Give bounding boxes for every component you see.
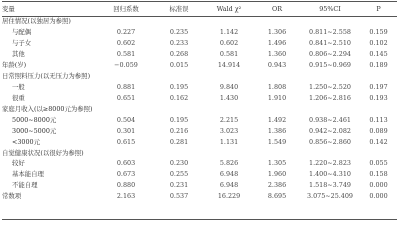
cell-std-error	[154, 104, 204, 115]
table-row	[2, 191, 397, 202]
cell-coefficient: 0.615	[116, 137, 136, 146]
cell-std-error	[154, 16, 204, 27]
cell-coefficient: 0.651	[116, 93, 136, 102]
cell-or: 1.305	[267, 159, 287, 168]
row-label: 自觉健康状况(以很好为参照)	[2, 148, 84, 157]
cell-std-error: 0.281	[169, 137, 189, 146]
cell-coefficient: 0.673	[116, 170, 136, 179]
cell-ci: 1.250~2.520	[309, 82, 351, 91]
regression-table	[2, 2, 397, 202]
row-label: 较好	[12, 159, 25, 168]
cell-coefficient: 0.880	[116, 181, 136, 190]
cell-std-error: 0.233	[169, 39, 189, 48]
cell-wald: 1.131	[219, 137, 239, 146]
cell-or	[254, 71, 300, 82]
cell-p: 0.000	[369, 192, 388, 201]
cell-wald: 9.840	[219, 82, 239, 91]
cell-coefficient	[98, 71, 154, 82]
cell-wald	[204, 71, 254, 82]
cell-wald: 16.229	[217, 192, 241, 201]
header-p: P	[376, 4, 381, 13]
bottom-rule	[2, 219, 397, 220]
cell-or: 1.492	[267, 115, 287, 124]
cell-wald: 1.142	[219, 28, 239, 37]
cell-p: 0.159	[369, 28, 388, 37]
cell-or: 1.360	[267, 50, 287, 59]
row-label: 年龄(岁)	[2, 61, 27, 70]
cell-p: 0.158	[369, 170, 388, 179]
cell-ci: 3.075~25.409	[306, 192, 353, 201]
cell-ci	[300, 16, 360, 27]
cell-std-error: 0.230	[169, 159, 189, 168]
cell-coefficient	[98, 104, 154, 115]
cell-coefficient: 0.227	[116, 28, 136, 37]
cell-coefficient: −0.059	[114, 61, 138, 70]
table-row	[2, 71, 397, 82]
cell-or: 1.549	[267, 137, 287, 146]
cell-std-error: 0.216	[169, 126, 189, 135]
header-std-error: 标准误	[169, 4, 189, 13]
row-label: 与配偶	[12, 28, 32, 37]
header-or: OR	[271, 4, 283, 13]
cell-ci: 1.518~3.749	[309, 181, 351, 190]
cell-wald: 0.602	[219, 39, 239, 48]
row-label: 一般	[12, 82, 25, 91]
cell-or: 1.496	[267, 39, 287, 48]
table-row	[2, 82, 397, 93]
table-row	[2, 60, 397, 71]
row-label: 常数项	[2, 192, 22, 201]
cell-p: 0.189	[369, 61, 388, 70]
row-label: 基本能自理	[12, 170, 44, 179]
cell-coefficient	[98, 16, 154, 27]
cell-or	[254, 147, 300, 158]
row-label: 很重	[12, 93, 25, 102]
table-row	[2, 93, 397, 104]
cell-coefficient: 0.301	[116, 126, 136, 135]
cell-wald: 14.914	[217, 61, 241, 70]
cell-wald: 2.215	[219, 115, 239, 124]
table-row	[2, 16, 397, 27]
cell-coefficient	[98, 147, 154, 158]
row-label: 5000~8000元	[12, 115, 57, 124]
cell-p	[360, 16, 397, 27]
table-row	[2, 104, 397, 115]
cell-p	[360, 147, 397, 158]
cell-coefficient: 0.581	[116, 50, 136, 59]
cell-p: 0.193	[369, 93, 388, 102]
row-label: 日常照料压力(以无压力为参照)	[2, 71, 91, 80]
cell-coefficient: 2.163	[116, 192, 136, 201]
cell-coefficient: 0.603	[116, 159, 136, 168]
cell-wald: 1.430	[219, 93, 239, 102]
cell-std-error: 0.162	[169, 93, 189, 102]
row-label: 3000~5000元	[12, 126, 57, 135]
header-variable: 变量	[2, 4, 15, 13]
cell-ci	[300, 147, 360, 158]
row-label: 与子女	[12, 39, 32, 48]
cell-std-error: 0.255	[169, 170, 189, 179]
cell-or: 1.386	[267, 126, 287, 135]
cell-or	[254, 16, 300, 27]
table-row	[2, 147, 397, 158]
cell-std-error: 0.231	[169, 181, 189, 190]
table-row	[2, 38, 397, 49]
cell-std-error: 0.195	[169, 82, 189, 91]
row-label: <3000元	[12, 137, 41, 146]
cell-or: 0.943	[267, 61, 287, 70]
cell-p: 0.000	[369, 181, 388, 190]
header-wald: Wald χ²	[216, 4, 242, 13]
cell-std-error: 0.235	[169, 28, 189, 37]
cell-p: 0.102	[369, 39, 388, 48]
row-label: 居住情况(以独居为参照)	[2, 17, 71, 26]
row-label: 其他	[12, 50, 25, 59]
cell-ci: 1.400~4.310	[309, 170, 351, 179]
cell-ci: 1.220~2.823	[309, 159, 351, 168]
cell-or: 1.808	[267, 82, 287, 91]
cell-std-error: 0.537	[169, 192, 189, 201]
header-ci: 95%CI	[319, 4, 341, 13]
row-label: 不能自理	[12, 181, 38, 190]
cell-wald: 3.023	[219, 126, 239, 135]
cell-coefficient: 0.504	[116, 115, 136, 124]
cell-ci: 0.915~0.969	[309, 61, 351, 70]
table-row	[2, 158, 397, 169]
cell-std-error	[154, 71, 204, 82]
cell-std-error: 0.268	[169, 50, 189, 59]
cell-or: 1.910	[267, 93, 287, 102]
cell-ci: 0.806~2.294	[309, 50, 351, 59]
table-row	[2, 136, 397, 147]
cell-wald: 6.948	[219, 170, 239, 179]
table-header-row	[2, 2, 397, 16]
cell-std-error	[154, 147, 204, 158]
cell-or: 2.386	[267, 181, 287, 190]
cell-wald	[204, 147, 254, 158]
table-row	[2, 49, 397, 60]
cell-p: 0.145	[369, 50, 388, 59]
table-row	[2, 114, 397, 125]
table-row	[2, 27, 397, 38]
cell-p	[360, 104, 397, 115]
cell-ci: 0.811~2.558	[309, 28, 351, 37]
table-row	[2, 180, 397, 191]
cell-ci: 0.938~2.461	[309, 115, 351, 124]
cell-wald: 0.581	[219, 50, 239, 59]
cell-std-error: 0.015	[169, 61, 189, 70]
cell-p: 0.055	[369, 159, 388, 168]
cell-or: 1.960	[267, 170, 287, 179]
cell-coefficient: 0.602	[116, 39, 136, 48]
cell-ci	[300, 104, 360, 115]
cell-std-error: 0.195	[169, 115, 189, 124]
cell-p: 0.089	[369, 126, 388, 135]
row-label: 家庭月收入(以≥8000元为参照)	[2, 104, 93, 113]
cell-coefficient: 0.881	[116, 82, 136, 91]
table-row	[2, 125, 397, 136]
cell-or: 8.695	[267, 192, 287, 201]
cell-wald	[204, 104, 254, 115]
cell-p: 0.197	[369, 82, 388, 91]
cell-wald	[204, 16, 254, 27]
cell-ci: 0.841~2.510	[309, 39, 351, 48]
cell-wald: 6.948	[219, 181, 239, 190]
cell-p: 0.142	[369, 137, 388, 146]
cell-p	[360, 71, 397, 82]
table-row	[2, 169, 397, 180]
table-body	[2, 16, 397, 202]
cell-p: 0.113	[369, 115, 388, 124]
header-coefficient: 回归系数	[113, 4, 139, 13]
cell-ci: 1.206~2.816	[309, 93, 351, 102]
cell-ci	[300, 71, 360, 82]
cell-or: 1.306	[267, 28, 287, 37]
cell-wald: 5.826	[219, 159, 239, 168]
cell-ci: 0.856~2.860	[309, 137, 351, 146]
cell-ci: 0.942~2.082	[309, 126, 351, 135]
cell-or	[254, 104, 300, 115]
